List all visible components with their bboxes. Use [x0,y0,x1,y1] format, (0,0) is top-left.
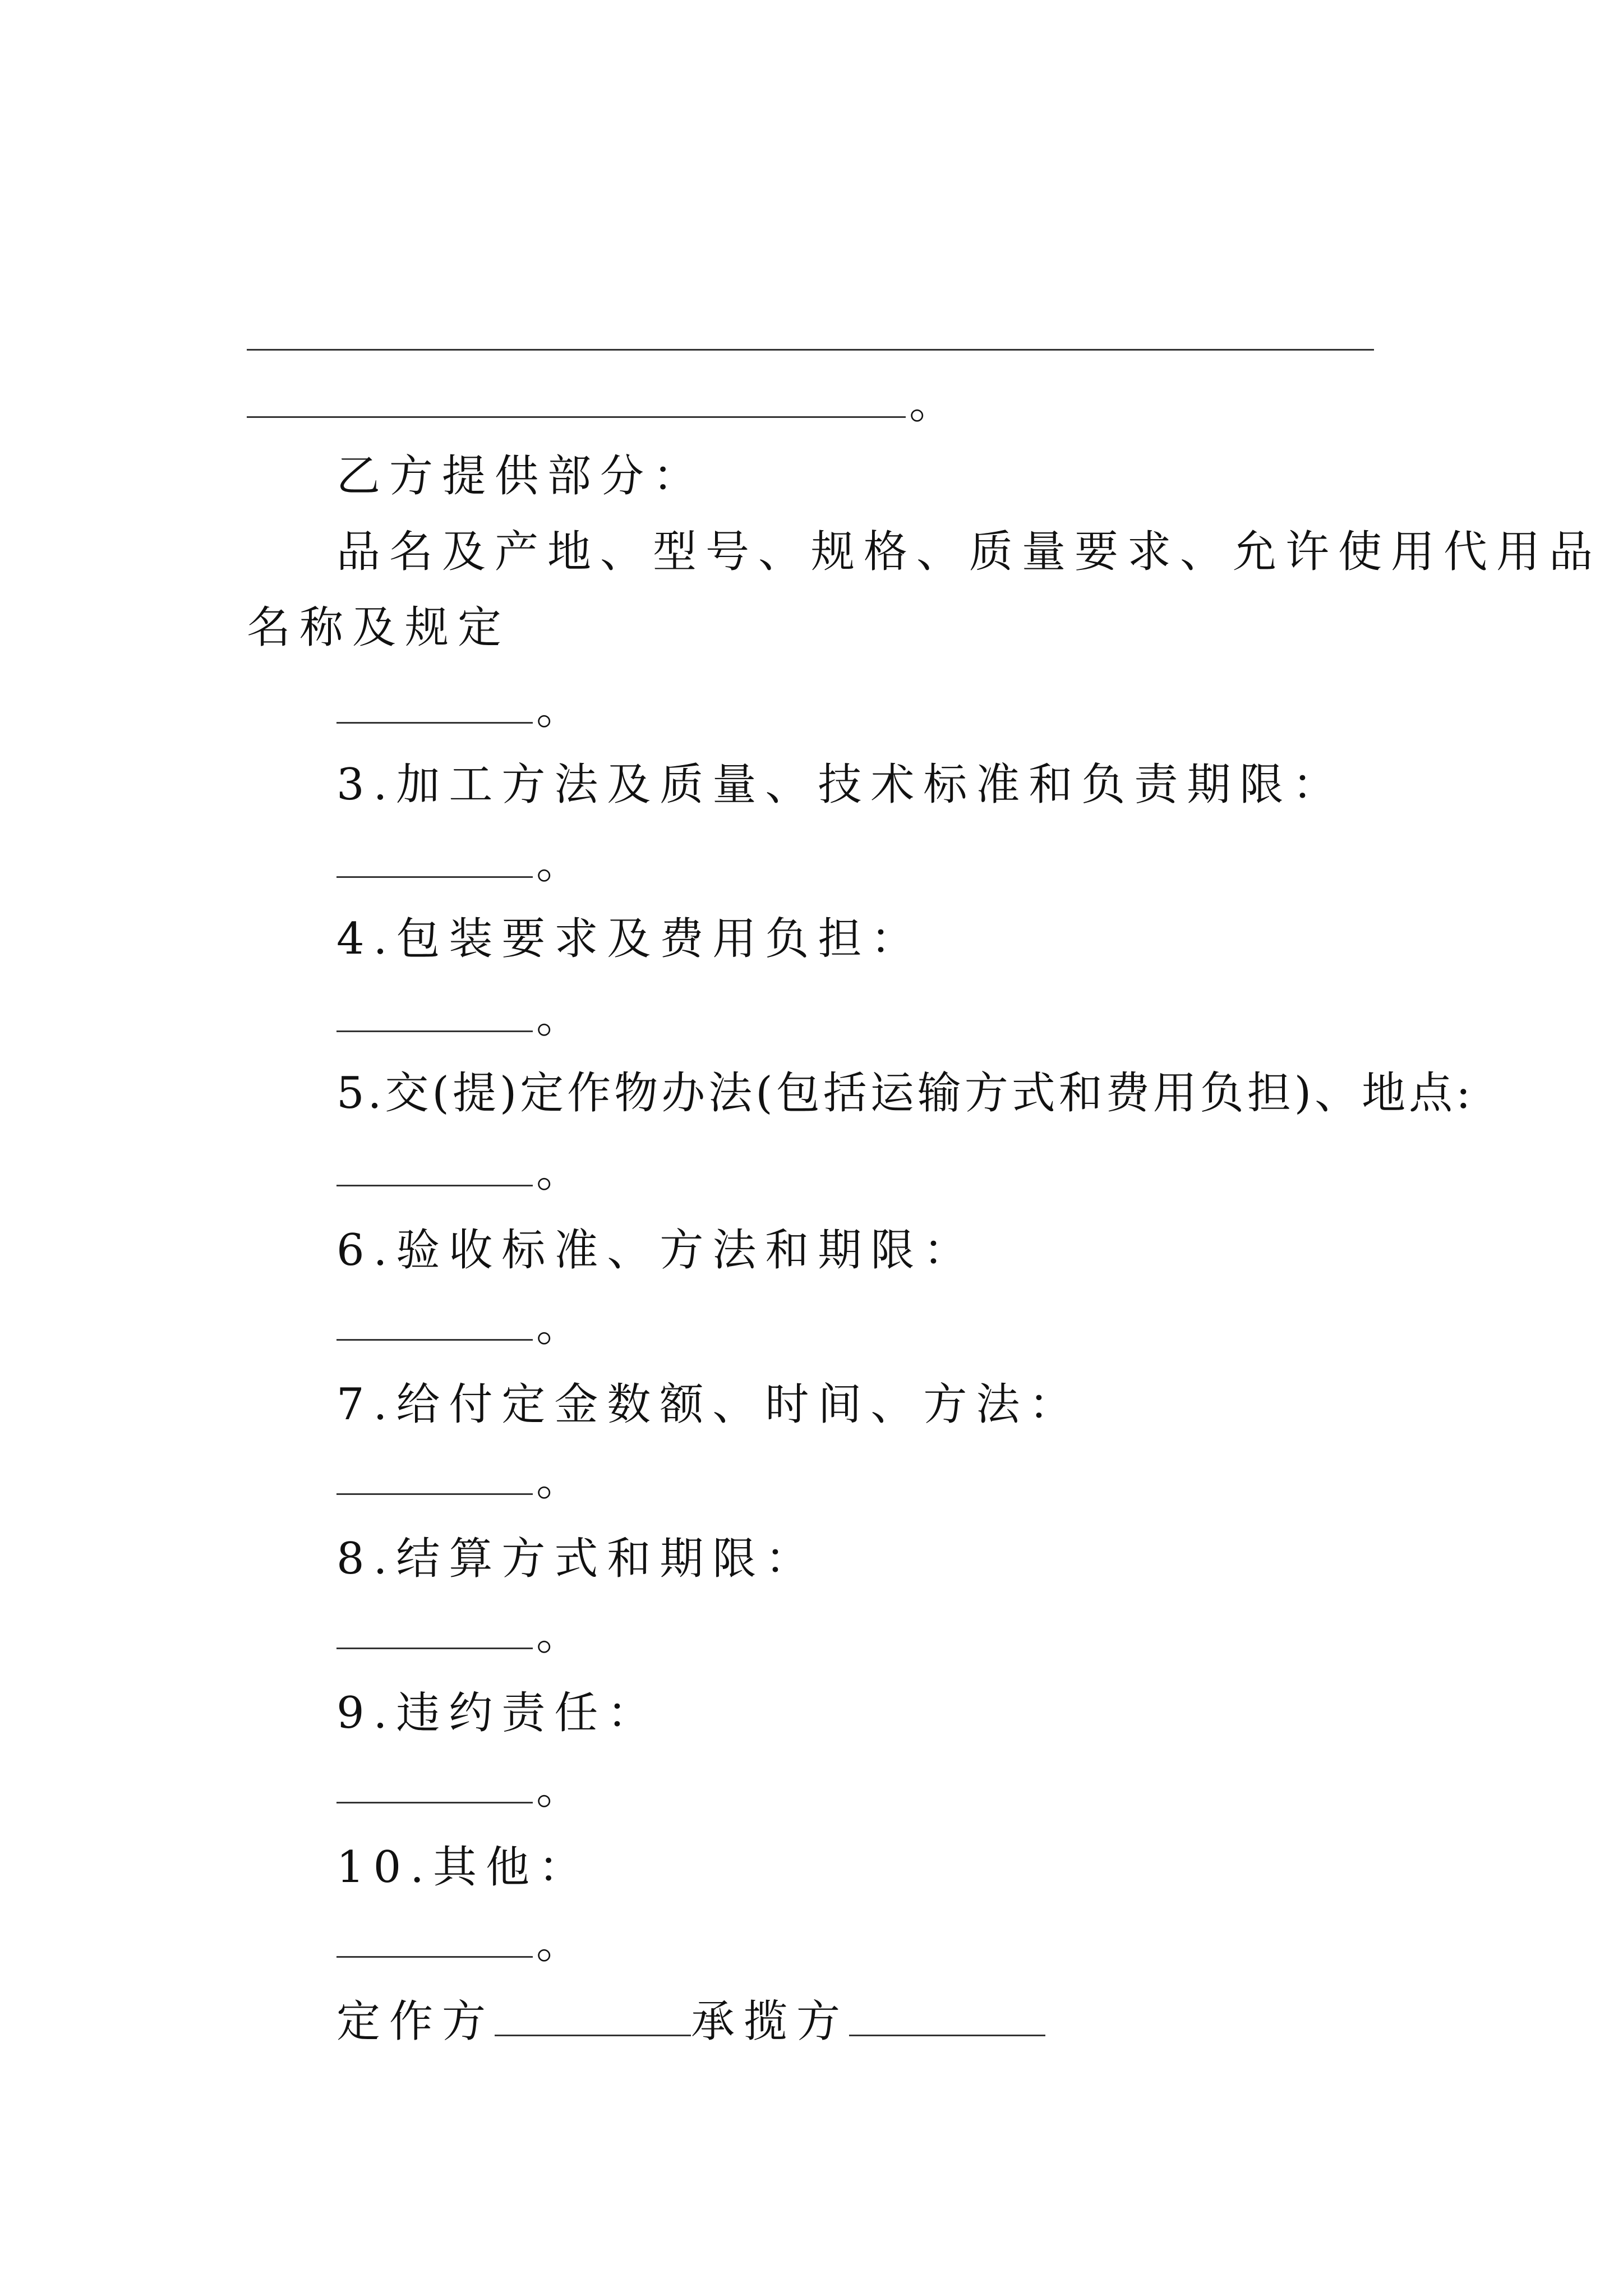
sentence-end: 。 [536,1918,580,1968]
sentence-end: 。 [536,838,580,889]
sentence-end: 。 [536,1764,580,1814]
section-heading: 3.加工方法及质量、技术标准和负责期限： [336,760,1345,810]
section-heading: 7.给付定金数额、时间、方法： [336,1379,1082,1430]
underline-rule [336,876,533,878]
underline-rule [247,416,906,418]
fill-blank-line [336,1609,580,1660]
section-heading: 5.交(提)定作物办法(包括运输方式和费用负担)、地点: [336,1068,1474,1119]
party-b-materials-line-cont: 名称及规定 [247,602,511,653]
sentence-end: 。 [536,684,580,734]
party-b-materials-line: 品名及产地、型号、规格、质量要求、允许使用代用品 [336,527,1602,577]
fill-blank-line [336,992,580,1043]
underline-rule [336,1339,533,1341]
ordering-party-label: 定作方 [336,1996,495,2047]
section-heading: 10.其他： [336,1842,592,1893]
sentence-end: 。 [536,992,580,1043]
sentence-end: 。 [536,1301,580,1351]
sentence-end: 。 [909,378,953,429]
underline-rule [336,1802,533,1803]
section-heading: 6.验收标准、方法和期限： [336,1225,976,1276]
underline-rule [336,1493,533,1495]
section-heading: 8.结算方式和期限： [336,1534,818,1584]
underline-rule [247,349,1374,351]
section-heading: 4.包装要求及费用负担： [336,914,924,964]
fill-blank-line [336,1918,580,1968]
fill-blank-line [247,314,1377,358]
party-b-heading: 乙方提供部分： [336,451,706,501]
signature-line [336,1996,1049,2047]
fill-blank-line [336,1301,580,1351]
fill-blank-line [336,838,580,889]
sentence-end: 。 [536,1147,580,1197]
ordering-party-signature-field[interactable] [495,2035,691,2036]
fill-blank-line [247,378,953,429]
section-heading: 9.违约责任： [336,1688,660,1738]
underline-rule [336,722,533,724]
underline-rule [336,1956,533,1958]
sentence-end: 。 [536,1609,580,1660]
fill-blank-line [336,684,580,734]
fill-blank-line [336,1455,580,1506]
underline-rule [336,1648,533,1649]
contractor-label: 承揽方 [691,1996,850,2047]
fill-blank-line [336,1147,580,1197]
underline-rule [336,1030,533,1032]
underline-rule [336,1185,533,1186]
sentence-end: 。 [536,1455,580,1506]
contractor-signature-field[interactable] [849,2035,1045,2036]
fill-blank-line [336,1764,580,1814]
